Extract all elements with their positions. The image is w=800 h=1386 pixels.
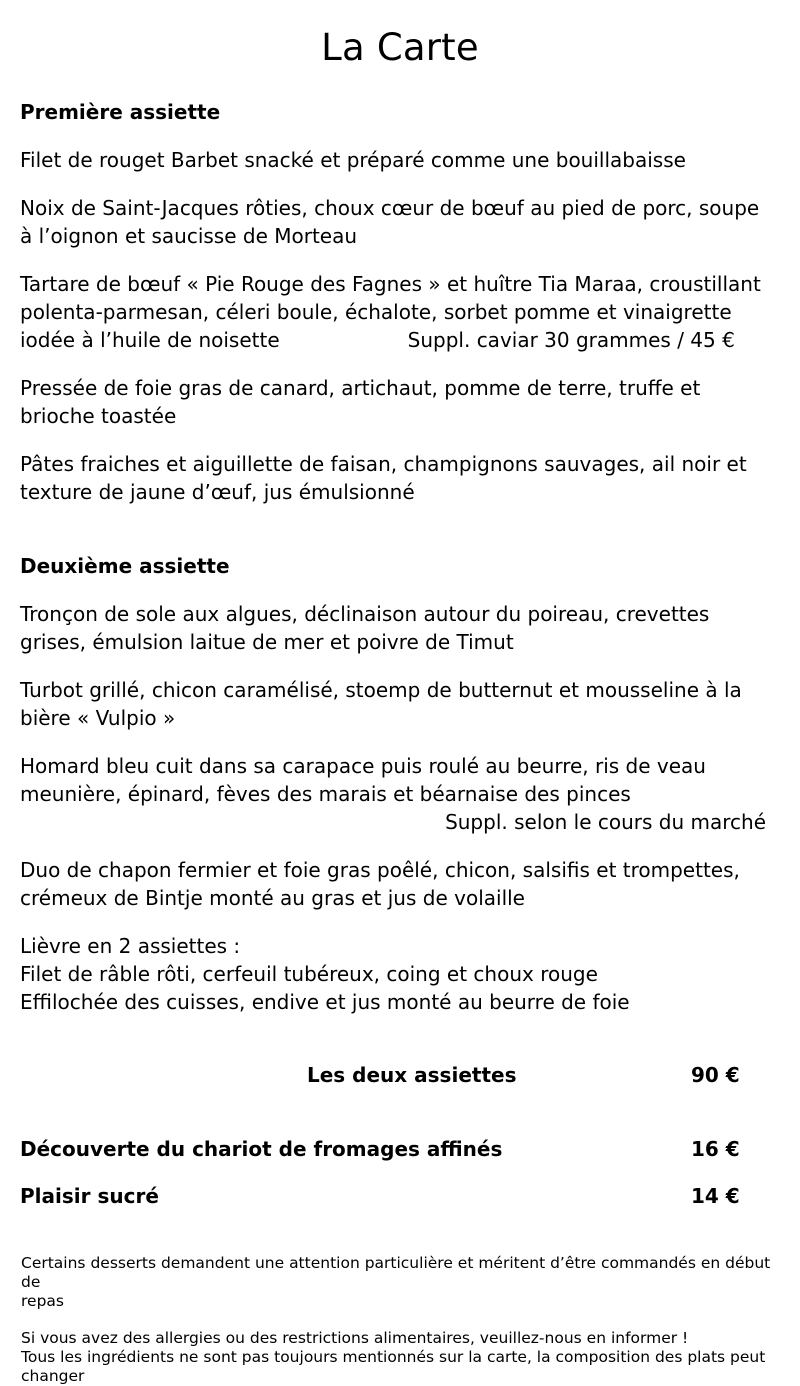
menu-item-line: crémeux de Bintje monté au gras et jus de volaille	[20, 886, 525, 910]
price-label: Plaisir sucré	[20, 1184, 159, 1208]
spacer	[0, 66, 800, 98]
spacer	[20, 174, 780, 194]
menu-item-line: brioche toastée	[20, 404, 177, 428]
spacer	[0, 1210, 800, 1254]
menu-item-line: texture de jaune d’œuf, jus émulsionné	[20, 480, 415, 504]
menu-item	[20, 856, 780, 912]
menu-item-line: Pressée de foie gras de canard, artichaut, pomme de terre, truffe et	[20, 376, 701, 400]
menu-item-line: Tronçon de sole aux algues, déclinaison autour du poireau, crevettes	[20, 602, 710, 626]
footnote-line: Tous les ingrédients ne sont pas toujours mentionnés sur la carte, la composition des plats peut	[21, 1348, 766, 1366]
price-value: 16 €	[691, 1137, 740, 1161]
section-heading: Première assiette	[20, 100, 221, 124]
spacer	[20, 1089, 780, 1135]
menu-item	[20, 146, 780, 174]
spacer	[20, 430, 780, 450]
menu-item-line: Turbot grillé, chicon caramélisé, stoemp de butternut et mousseline à la	[20, 678, 742, 702]
menu-item	[20, 600, 780, 656]
section-heading: Deuxième assiette	[20, 554, 230, 578]
menu-item	[20, 374, 780, 430]
section-premiere-assiette	[0, 98, 800, 506]
price-row	[20, 1061, 780, 1089]
section-deuxieme-assiette	[0, 552, 800, 1016]
footnote	[21, 1329, 780, 1386]
menu-item	[20, 450, 780, 506]
menu-item	[20, 752, 780, 808]
supplement-note: Suppl. caviar 30 grammes / 45 €	[407, 328, 735, 352]
menu-item-line: Noix de Saint-Jacques rôties, choux cœur de bœuf au pied de porc, soupe	[20, 196, 760, 220]
price-value: 14 €	[691, 1184, 740, 1208]
menu-item-line: iodée à l’huile de noisette	[20, 328, 280, 352]
price-label: Les deux assiettes	[307, 1063, 517, 1087]
spacer	[20, 656, 780, 676]
menu-item-line: Pâtes fraiches et aiguillette de faisan, champignons sauvages, ail noir et	[20, 452, 747, 476]
menu-item	[20, 270, 780, 354]
menu-item-line: grises, émulsion laitue de mer et poivre de Timut	[20, 630, 514, 654]
menu-item-line: Homard bleu cuit dans sa carapace puis roulé au beurre, ris de veau	[20, 754, 706, 778]
menu-item-line: Filet de râble rôti, cerfeuil tubéreux, coing et choux rouge	[20, 962, 598, 986]
menu-item-line: bière « Vulpio »	[20, 706, 176, 730]
menu-item-line: Filet de rouget Barbet snacké et préparé comme une bouillabaisse	[20, 148, 686, 172]
menu-item	[20, 932, 780, 1016]
footnote	[21, 1254, 780, 1311]
spacer	[20, 912, 780, 932]
spacer	[20, 126, 780, 146]
menu-item-line: Tartare de bœuf « Pie Rouge des Fagnes » et huître Tia Maraa, croustillant	[20, 272, 761, 296]
spacer	[20, 836, 780, 856]
price-list	[0, 1061, 800, 1210]
footnote-line: Si vous avez des allergies ou des restrictions alimentaires, veuillez-nous en informer !	[21, 1329, 689, 1347]
footnote-line: Certains desserts demandent une attention particulière et méritent d’être commandés en début de	[21, 1254, 771, 1291]
menu-item-line: Lièvre en 2 assiettes :	[20, 934, 241, 958]
spacer	[20, 250, 780, 270]
spacer	[20, 732, 780, 752]
spacer	[21, 1311, 780, 1329]
menu-item-line: Effilochée des cuisses, endive et jus monté au beurre de foie	[20, 990, 630, 1014]
menu-item-line: polenta-parmesan, céleri boule, échalote, sorbet pomme et vinaigrette	[20, 300, 732, 324]
menu-item	[20, 194, 780, 250]
spacer	[20, 1163, 780, 1182]
menu-item-line: Duo de chapon fermier et foie gras poêlé, chicon, salsifis et trompettes,	[20, 858, 740, 882]
price-row	[20, 1135, 780, 1163]
spacer	[20, 354, 780, 374]
footnotes	[0, 1254, 800, 1386]
supplement-note: Suppl. selon le cours du marché	[445, 810, 766, 834]
spacer	[0, 506, 800, 552]
price-value: 90 €	[691, 1063, 740, 1087]
footnote-line: repas	[21, 1292, 64, 1310]
menu-item-line: meunière, épinard, fèves des marais et béarnaise des pinces	[20, 782, 631, 806]
spacer	[20, 580, 780, 600]
page-title: La Carte	[321, 26, 479, 69]
spacer	[0, 1016, 800, 1061]
menu-item-line: à l’oignon et saucisse de Morteau	[20, 224, 358, 248]
price-label: Découverte du chariot de fromages affinés	[20, 1137, 503, 1161]
price-row	[20, 1182, 780, 1210]
menu-item	[20, 676, 780, 732]
footnote-line: changer	[21, 1367, 85, 1385]
